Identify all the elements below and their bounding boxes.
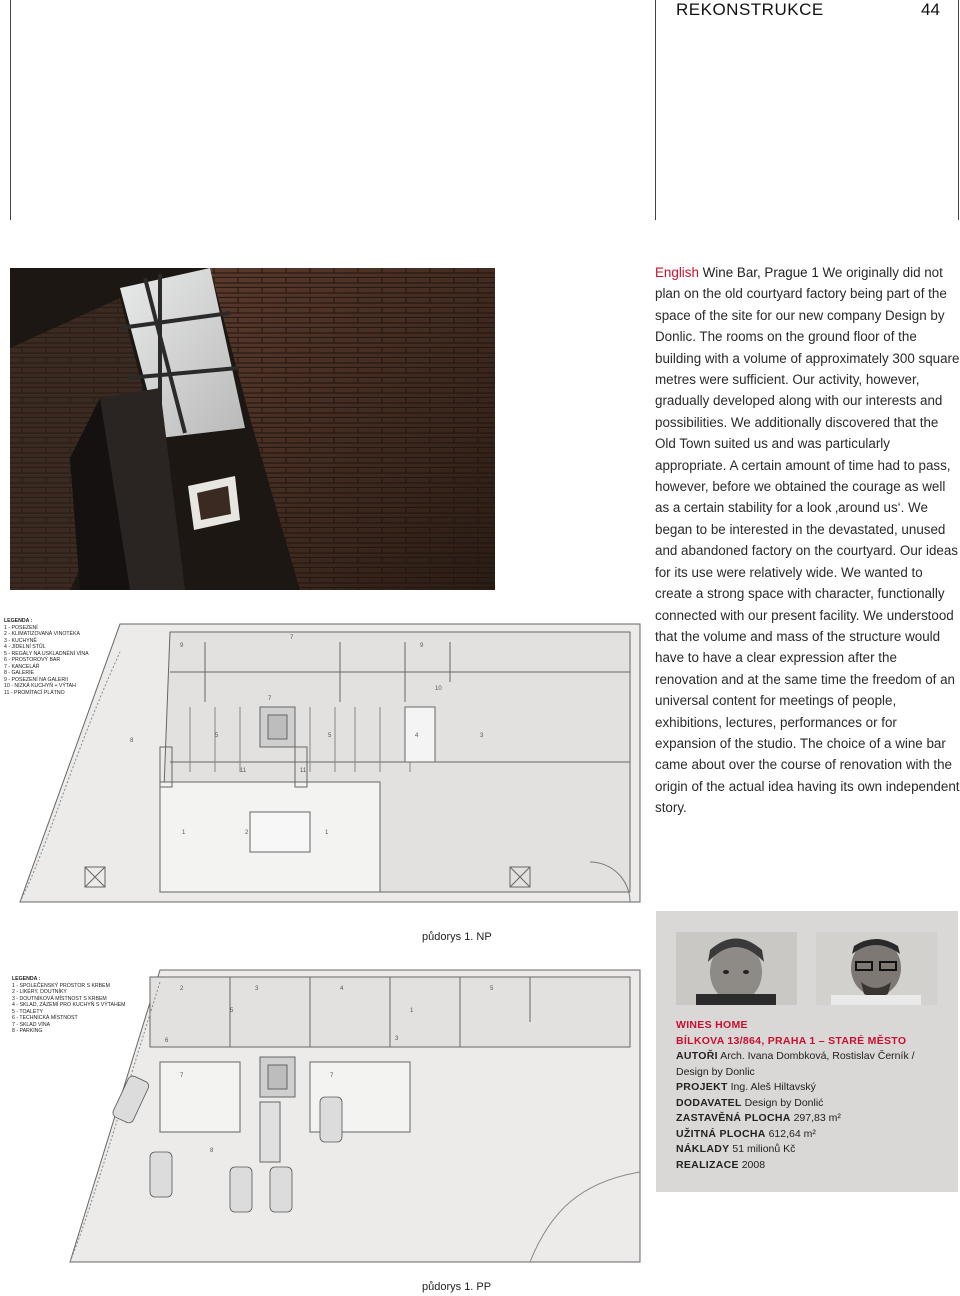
svg-text:7: 7 bbox=[290, 635, 294, 641]
project-details bbox=[676, 1018, 946, 1173]
legend-item: 7 - KANCELÁŘ bbox=[4, 663, 40, 670]
detail-value: Design by Donlić bbox=[744, 1096, 824, 1109]
legend-item: 1 - POSEZENÍ bbox=[4, 624, 38, 631]
svg-text:9: 9 bbox=[180, 643, 184, 649]
legend-item: 5 - TOALETY bbox=[12, 1008, 43, 1015]
svg-text:1: 1 bbox=[325, 830, 329, 836]
legend-ground bbox=[4, 618, 89, 696]
detail-value: Arch. Ivana Dombková, Rostislav Černík / Design by Donlic bbox=[676, 1050, 915, 1078]
detail-label: REALIZACE bbox=[676, 1158, 739, 1171]
svg-text:3: 3 bbox=[395, 1036, 399, 1042]
legend-item: 5 - REGÁLY NA USKLADNĚNÍ VÍNA bbox=[4, 650, 89, 657]
legend-item: 4 - SKLAD, ZÁZEMÍ PRO KUCHYŇ S VÝTAHEM bbox=[12, 1002, 126, 1008]
svg-text:2: 2 bbox=[245, 830, 249, 836]
svg-text:7: 7 bbox=[330, 1073, 334, 1079]
page-number: 44 bbox=[921, 0, 940, 19]
detail-label: NÁKLADY bbox=[676, 1143, 730, 1155]
detail-value: 2008 bbox=[741, 1158, 766, 1171]
header-rule-left bbox=[10, 0, 11, 220]
detail-value: 612,64 m² bbox=[768, 1127, 816, 1140]
legend-item: 2 - KLIMATIZOVANÁ VINOTÉKA bbox=[4, 631, 80, 637]
detail-value: Ing. Aleš Hiltavský bbox=[730, 1081, 816, 1093]
detail-row bbox=[676, 1158, 946, 1174]
svg-text:1: 1 bbox=[182, 830, 186, 836]
legend-item: 8 - PARKING bbox=[12, 1028, 43, 1034]
detail-row bbox=[676, 1049, 946, 1080]
legend-item: 9 - POSEZENÍ NA GALERII bbox=[4, 676, 68, 683]
detail-row bbox=[676, 1111, 946, 1127]
legend-item: 10 - NÍZKÁ KUCHYŇ + VÝTAH bbox=[4, 683, 76, 689]
header-rule-mid bbox=[655, 0, 656, 220]
legend-item: 4 - JÍDELNÍ STŮL bbox=[4, 644, 46, 650]
detail-label: ZASTAVĚNÁ PLOCHA bbox=[676, 1112, 791, 1124]
svg-text:5: 5 bbox=[230, 1008, 234, 1014]
legend-item: 3 - KUCHYNĚ bbox=[4, 637, 37, 644]
svg-text:8: 8 bbox=[210, 1148, 214, 1154]
svg-text:11: 11 bbox=[240, 768, 247, 774]
svg-text:5: 5 bbox=[328, 733, 332, 739]
caption-basement-plan: půdorys 1. PP bbox=[422, 1281, 492, 1293]
svg-text:4: 4 bbox=[415, 733, 419, 739]
project-address: BÍLKOVA 13/864, PRAHA 1 – STARÉ MĚSTO bbox=[676, 1034, 907, 1047]
svg-text:6: 6 bbox=[165, 1038, 169, 1044]
detail-label: PROJEKT bbox=[676, 1081, 728, 1093]
svg-text:10: 10 bbox=[435, 686, 442, 692]
interior-photo bbox=[10, 268, 495, 590]
svg-text:11: 11 bbox=[300, 768, 307, 774]
article-title: Wine Bar, Prague 1 bbox=[702, 265, 819, 280]
legend-item: 1 - SPOLEČENSKÝ PROSTOR S KRBEM bbox=[12, 982, 110, 989]
detail-label: UŽITNÁ PLOCHA bbox=[676, 1127, 766, 1140]
language-label: English bbox=[655, 265, 699, 280]
legend-item: 6 - PROSTOROVÝ BAR bbox=[4, 657, 61, 663]
svg-text:7: 7 bbox=[268, 696, 272, 702]
detail-label: AUTOŘI bbox=[676, 1050, 718, 1062]
project-name: WINES HOME bbox=[676, 1019, 748, 1031]
svg-text:9: 9 bbox=[420, 643, 424, 649]
svg-text:3: 3 bbox=[255, 986, 259, 992]
legend-item: 2 - LIKÉRY, DOUTNÍKY bbox=[12, 989, 67, 995]
legend-title: LEGENDA : bbox=[12, 976, 41, 982]
detail-row bbox=[676, 1127, 946, 1143]
detail-value: 51 milionů Kč bbox=[732, 1143, 796, 1155]
svg-text:4: 4 bbox=[340, 986, 344, 992]
detail-row bbox=[676, 1096, 946, 1112]
svg-text:1: 1 bbox=[410, 1008, 414, 1014]
legend-item: 7 - SKLAD VÍNA bbox=[12, 1021, 51, 1028]
section-title: REKONSTRUKCE bbox=[676, 0, 824, 19]
svg-text:8: 8 bbox=[130, 738, 134, 744]
legend-title: LEGENDA : bbox=[4, 618, 33, 624]
svg-text:3: 3 bbox=[480, 733, 484, 739]
caption-ground-plan: půdorys 1. NP bbox=[422, 931, 492, 943]
legend-item: 11 - PROMÍTACÍ PLÁTNO bbox=[4, 689, 65, 696]
header-rule-right bbox=[958, 0, 959, 220]
svg-text:5: 5 bbox=[490, 986, 494, 992]
detail-row bbox=[676, 1142, 946, 1158]
article-body: We originally did not plan on the old courtyard factory being part of the space of the site for our new company Design by Donlic. The rooms on the ground floor of the building with a volume of approximately 300 square metres were sufficient. Our activity, however, gradually developed along with our interests and possibilities. We additionally discovered that the Old Town suited us and was particularly appropriate. A certain amount of time had to pass, however, before we obtained the courage as well as a certain stability for a look ‚around us‘. We began to be interested in the devastated, unused and abandoned factory on the courtyard. Our ideas for its use were relatively wide. We wanted to create a strong space with character, functionally connected with our present facility. We understood that the volume and mass of the structure would have to have a clear expression after the renovation and at the same time the freedom of an universal content for meetings of people, exhibitions, lectures, performances or for expansion of the studio. The choice of a wine bar came about over the course of renovation with the origin of the actual idea having its own independent story. bbox=[655, 265, 960, 816]
svg-text:7: 7 bbox=[180, 1073, 184, 1079]
legend-item: 8 - GALERIE bbox=[4, 670, 34, 676]
detail-label: DODAVATEL bbox=[676, 1096, 742, 1109]
svg-text:5: 5 bbox=[215, 733, 219, 739]
legend-basement bbox=[12, 976, 125, 1035]
svg-text:2: 2 bbox=[180, 986, 184, 992]
detail-value: 297,83 m² bbox=[793, 1112, 841, 1124]
legend-item: 6 - TECHNICKÁ MÍSTNOST bbox=[12, 1015, 78, 1021]
portrait-photo-left bbox=[676, 932, 797, 1005]
floor-plan-ground bbox=[10, 612, 648, 912]
article-text bbox=[655, 262, 960, 819]
portrait-photo-right bbox=[816, 932, 937, 1005]
project-info-box bbox=[656, 911, 958, 1192]
detail-row bbox=[676, 1080, 946, 1096]
legend-item: 3 - DOUTNÍKOVÁ MÍSTNOST S KRBEM bbox=[12, 995, 107, 1002]
